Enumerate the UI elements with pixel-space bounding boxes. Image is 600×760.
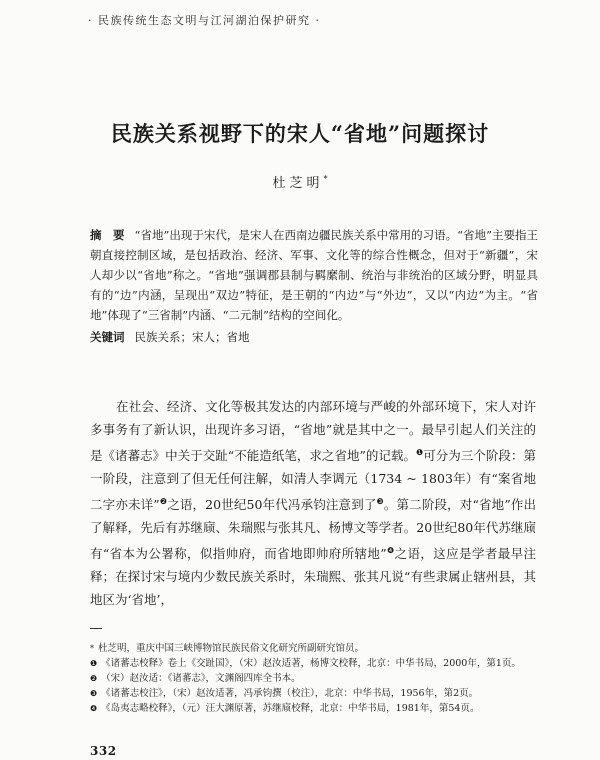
keywords-label: 关键词 — [90, 330, 125, 344]
body-text-4: 。第二阶段，对“省地”作出了解释，先后有苏继庼、朱瑞熙与张其凡、杨博文等学者。20世纪80年代苏继庼有“省本为公署称，似指帅府，而省地即帅府所辖地” — [90, 497, 537, 562]
footnote-item — [90, 671, 538, 686]
footnote-text: 杜芝明，重庆中国三峡博物馆民族民俗文化研究所副研究馆员。 — [98, 643, 365, 654]
abstract-text: “省地”出现于宋代，是宋人在西南边疆民族关系中常用的习语。“省地”主要指王朝直接控制区域，是包括政治、经济、军事、文化等的综合性概念，但对于“新疆”，宋人却少以“省地”称之。“省地”强调郡县制与羁縻制、统治与非统治的区域分野，明显具有的“边”内涵，呈现出“双边”特征，是王朝的“内边”与“外边”，又以“内边”为主。“省地”体现了“三省制”内涵、“二元制”结构的空间化。 — [90, 228, 539, 322]
footnote-text: 《诸蕃志校注》，（宋）赵汝适著，冯承钧撰（校注），北京：中华书局，1956年，第2页。 — [101, 688, 479, 699]
footnote-item — [90, 686, 538, 701]
footnote-item — [90, 641, 538, 656]
abstract-label: 摘 要 — [90, 228, 125, 242]
footnote-mark: ❸ — [90, 689, 98, 698]
running-head: · 民族传统生态文明与江河湖泊保护研究 · — [88, 14, 321, 27]
keywords-text: 民族关系；宋人；省地 — [134, 330, 250, 344]
footnote-mark: * — [90, 644, 94, 653]
footnote-ref-1[interactable]: ❶ — [416, 448, 424, 457]
keywords — [90, 327, 538, 347]
body-text-5: 之语，这应是学者最早注释；在探讨宋与境内少数民族关系时，朱瑞熙、张其凡说“有些隶属止辖州县，其地区为‘省地’， — [90, 546, 536, 608]
body-text-1: 在社会、经济、文化等极其发达的内部环境与严峻的外部环境下，宋人对许多事务有了新认识，出现许多习语，“省地”就是其中之一。最早引起人们关注的是《诸蕃志》中关于交趾“不能造纸笔，求之省地”的记载。 — [90, 399, 536, 464]
footnote-item — [90, 656, 538, 671]
footnote-divider — [90, 628, 102, 629]
author-line — [0, 172, 600, 191]
footnote-mark: ❷ — [90, 674, 98, 683]
footnote-text: 《岛夷志略校释》，（元）汪大渊原著，苏继庼校释，北京：中华书局，1981年，第54页。 — [101, 703, 480, 714]
page-number: 332 — [90, 744, 117, 758]
abstract — [90, 225, 538, 347]
author-name: 杜芝明 — [272, 176, 324, 191]
footnote-text: （宋）赵汝适：《诸蕃志》，文渊阁四库全书本。 — [101, 673, 301, 684]
author-footnote-mark: * — [323, 174, 328, 184]
article-title: 民族关系视野下的宋人“省地”问题探讨 — [110, 121, 490, 146]
footnote-item — [90, 701, 538, 716]
footnote-ref-3[interactable]: ❸ — [376, 497, 384, 507]
footnote-mark: ❹ — [90, 704, 98, 713]
body-paragraph — [90, 395, 536, 611]
footnote-text: 《诸蕃志校释》卷上《交趾国》，（宋）赵汝适著，杨博文校释，北京：中华书局，2000年，第1页。 — [101, 658, 521, 669]
footnote-ref-2[interactable]: ❷ — [159, 497, 168, 507]
footnote-ref-4[interactable]: ❹ — [386, 546, 395, 556]
footnote-mark: ❶ — [90, 659, 98, 668]
body-text-2: 可分为三个阶段：第一阶段，注意到了但无任何注解，如清人李调元（1734 ~ 1803年）有“案省地二字亦未详” — [90, 448, 536, 513]
body-text-3: 之语，20世纪50年代冯承钧注意到了 — [167, 497, 377, 513]
footnotes — [90, 641, 538, 716]
